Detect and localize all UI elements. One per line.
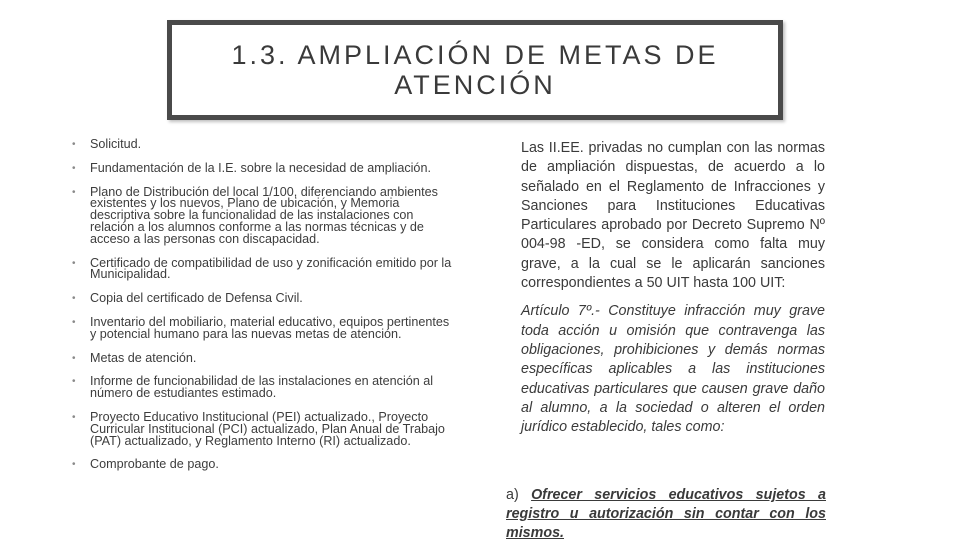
slide-title: 1.3. AMPLIACIÓN DE METAS DE ATENCIÓN [231, 40, 719, 100]
bullet-icon: • [72, 293, 76, 305]
list-item [72, 350, 458, 365]
list-item-text: Fundamentación de la I.E. sobre la necesidad de ampliación. [90, 160, 431, 175]
list-item-text: Proyecto Educativo Institucional (PEI) actualizado., Proyecto Curricular Institucional (PCI) actualizado, Plan Anual de Trabajo (PAT) actualizado, y Reglamento Interno (RI) actualizado. [90, 409, 445, 448]
bullet-icon: • [72, 257, 76, 269]
bullet-icon: • [72, 186, 76, 198]
bullet-icon: • [72, 352, 76, 364]
bullet-icon: • [72, 316, 76, 328]
article-paragraph: Artículo 7º.- Constituye infracción muy grave toda acción u omisión que contravenga las obligaciones, prohibiciones y demás normas específicas aplicables a las instituciones educativas particulares que causen grave daño al alumno, a la sociedad o alteren el orden jurídico establecido, tales como: [521, 303, 825, 436]
bullet-icon: • [72, 139, 76, 150]
list-item [72, 409, 458, 448]
list-item [72, 459, 458, 471]
list-item [72, 160, 458, 175]
list-item [72, 184, 458, 246]
list-item-text: Copia del certificado de Defensa Civil. [90, 291, 303, 306]
list-item [72, 139, 458, 151]
sanctions-paragraph: Las II.EE. privadas no cumplan con las normas de ampliación dispuestas, de acuerdo a lo señalado en el Reglamento de Infracciones y Sanciones para Instituciones Educativas Particulares aprobado por Decreto Supremo Nº 004-98 -ED, se considera como falta muy grave, a la cual se le aplicarán sanciones correspondientes a 50 UIT hasta 100 UIT: [521, 140, 825, 292]
list-item-text: Inventario del mobiliario, material educativo, equipos pertinentes y potencial humano para las nuevas metas de atención. [90, 314, 450, 341]
list-item-text: Plano de Distribución del local 1/100, diferenciando ambientes existentes y los nuevos, Plano de ubicación, y Memoria descriptiva sobre la funcionalidad de las instalaciones con relación a los alumnos conforme a las normas técnicas y de acceso a las personas con discapacidad. [90, 184, 438, 246]
list-item [72, 376, 458, 400]
infraction-item-a [506, 486, 826, 543]
item-a-prefix: a) [506, 487, 532, 503]
list-item-text: Comprobante de pago. [90, 457, 219, 472]
bullet-icon: • [72, 411, 76, 423]
requirements-list [72, 139, 458, 483]
sanctions-column [521, 139, 825, 437]
list-item-text: Metas de atención. [90, 350, 197, 365]
bullet-icon: • [72, 376, 76, 388]
list-item-text: Solicitud. [90, 137, 142, 151]
list-item [72, 255, 458, 282]
bullet-icon: • [72, 459, 76, 471]
list-item [72, 293, 458, 305]
title-box [167, 20, 783, 120]
item-a-text: Ofrecer servicios educativos sujetos a registro u autorización sin contar con los mismos. [506, 487, 826, 541]
bullet-icon: • [72, 162, 76, 174]
list-item-text: Certificado de compatibilidad de uso y zonificación emitido por la Municipalidad. [90, 255, 452, 282]
list-item [72, 314, 458, 341]
list-item-text: Informe de funcionabilidad de las instalaciones en atención al número de estudiantes estimado. [90, 374, 434, 401]
